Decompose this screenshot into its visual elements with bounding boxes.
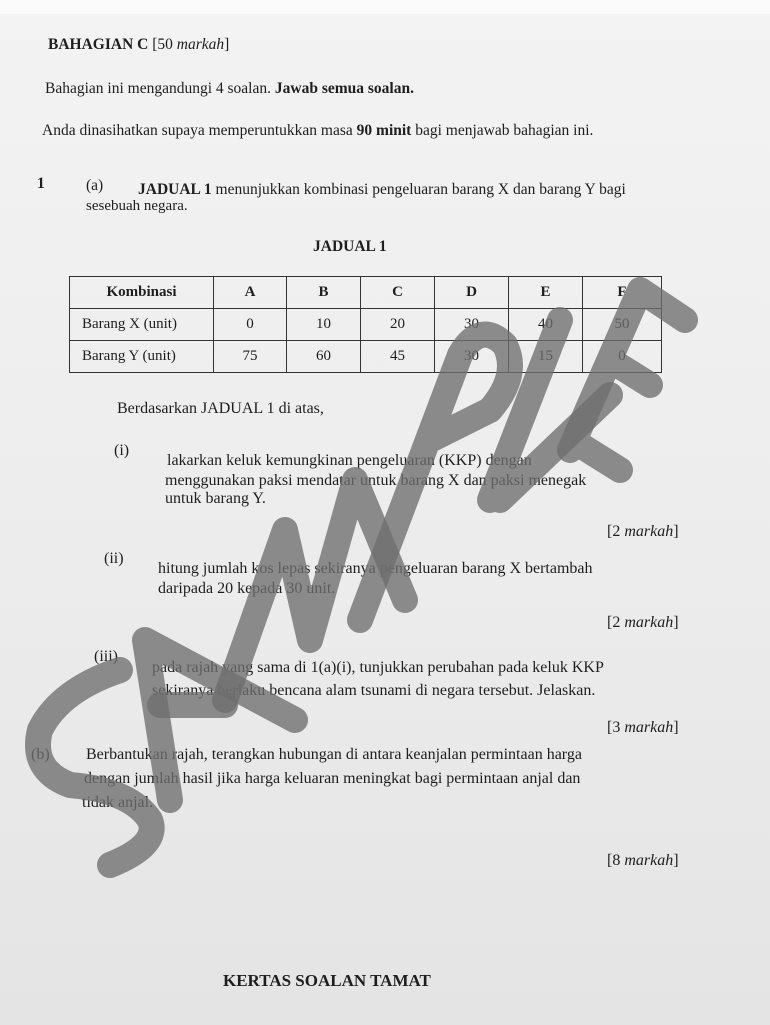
- table-header-cell: F: [583, 277, 662, 309]
- sub-ii-marks: [2 markah]: [607, 614, 679, 631]
- table-cell: 10: [287, 309, 361, 341]
- table-cell: 75: [214, 341, 287, 373]
- table-header-row: [70, 277, 662, 309]
- section-marks: [50 markah]: [152, 36, 230, 53]
- table-header-cell: D: [435, 277, 509, 309]
- part-b-line1: Berbantukan rajah, terangkan hubungan di antara keanjalan permintaan harga: [86, 746, 582, 763]
- sub-iii-line2: sekiranya berlaku bencana alam tsunami di negara tersebut. Jelaskan.: [152, 682, 596, 699]
- table-cell: 60: [287, 341, 361, 373]
- sub-i-label: (i): [114, 442, 130, 459]
- section-intro: Bahagian ini mengandungi 4 soalan. Jawab semua soalan.: [45, 80, 414, 97]
- part-b-label: (b): [31, 746, 50, 763]
- sub-iii-label: (iii): [94, 648, 118, 665]
- table-cell: 40: [509, 309, 583, 341]
- table-header-cell: C: [361, 277, 435, 309]
- sub-i-line3: untuk barang Y.: [165, 490, 266, 507]
- part-a-stem-line2: sesebuah negara.: [86, 198, 188, 214]
- sub-ii-line1: hitung jumlah kos lepas sekiranya pengeluaran barang X bertambah: [158, 560, 593, 577]
- table-cell: 20: [361, 309, 435, 341]
- sub-i-line2: menggunakan paksi mendatar untuk barang X dan paksi menegak: [165, 472, 587, 489]
- sub-iii-marks: [3 markah]: [607, 719, 679, 736]
- production-combination-table: [69, 276, 662, 373]
- section-title: BAHAGIAN C: [48, 36, 149, 53]
- part-a-stem-line1: JADUAL 1 menunjukkan kombinasi pengeluaran barang X dan barang Y bagi: [138, 181, 626, 198]
- table-cell: 30: [435, 341, 509, 373]
- sub-ii-line2: daripada 20 kepada 30 unit.: [158, 580, 336, 597]
- sub-i-line1: lakarkan keluk kemungkinan pengeluaran (KKP) dengan: [167, 452, 532, 469]
- table-cell: 50: [583, 309, 662, 341]
- sub-iii-line1: pada rajah yang sama di 1(a)(i), tunjukkan perubahan pada keluk KKP: [152, 659, 604, 676]
- paper-end-footer: KERTAS SOALAN TAMAT: [223, 971, 431, 990]
- table-row-label: Barang X (unit): [70, 309, 214, 341]
- page-top-margin: [0, 0, 770, 14]
- table-title: JADUAL 1: [313, 238, 387, 255]
- part-b-marks: [8 markah]: [607, 852, 679, 869]
- table-row-label: Barang Y (unit): [70, 341, 214, 373]
- based-on-text: Berdasarkan JADUAL 1 di atas,: [117, 400, 324, 417]
- sub-ii-label: (ii): [104, 550, 124, 567]
- table-cell: 45: [361, 341, 435, 373]
- part-b-line2: dengan jumlah hasil jika harga keluaran meningkat bagi permintaan anjal dan: [84, 770, 581, 787]
- table-cell: 15: [509, 341, 583, 373]
- exam-paper-page: [0, 14, 770, 1025]
- table-row: [70, 309, 662, 341]
- table-cell: 0: [583, 341, 662, 373]
- table-cell: 0: [214, 309, 287, 341]
- section-heading: [48, 36, 229, 54]
- table-row: [70, 341, 662, 373]
- time-advice: Anda dinasihatkan supaya memperuntukkan masa 90 minit bagi menjawab bahagian ini.: [42, 122, 594, 139]
- part-b-line3: tidak anjal.: [82, 794, 154, 811]
- table-cell: 30: [435, 309, 509, 341]
- table-header-cell: E: [509, 277, 583, 309]
- table-header-cell: A: [214, 277, 287, 309]
- table-header-cell: Kombinasi: [70, 277, 214, 309]
- sub-i-marks: [2 markah]: [607, 523, 679, 540]
- part-a-label: (a): [86, 177, 104, 194]
- table-header-cell: B: [287, 277, 361, 309]
- question-number: 1: [37, 175, 45, 192]
